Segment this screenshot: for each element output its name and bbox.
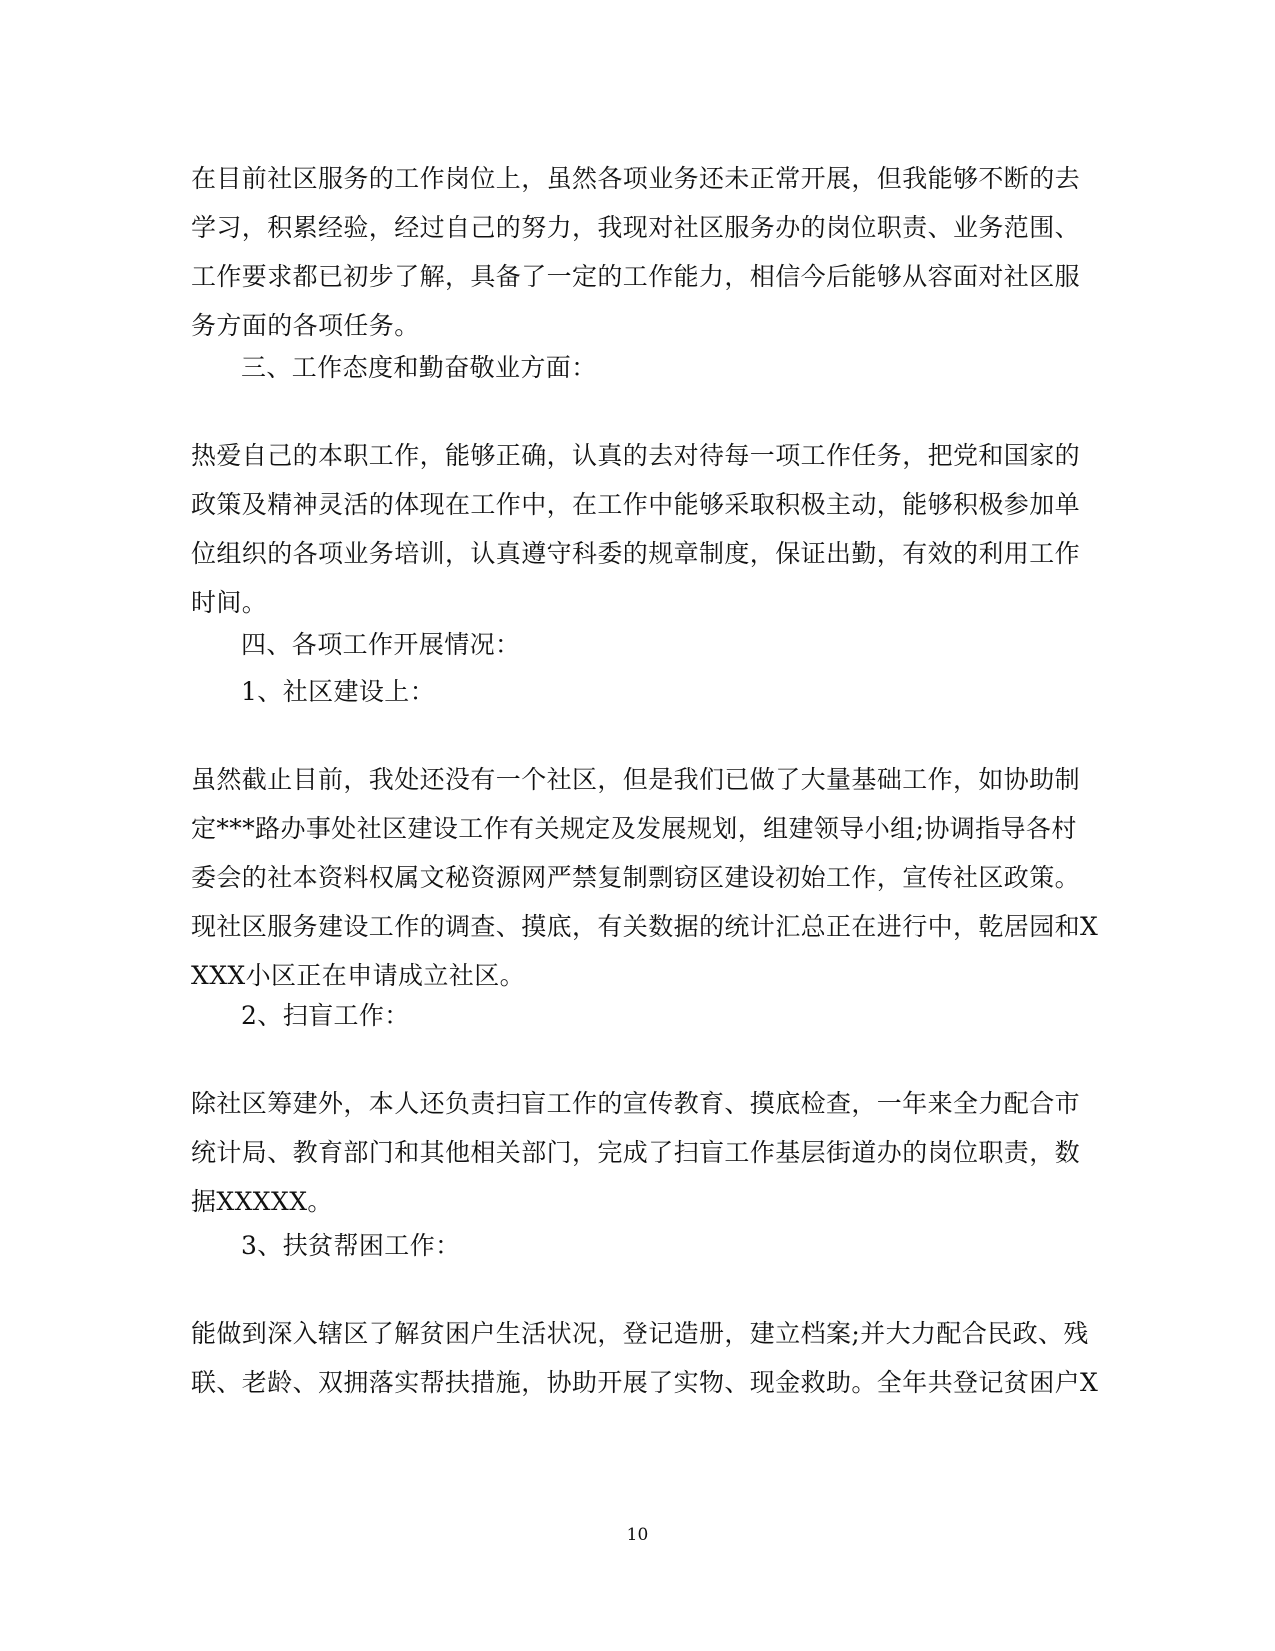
section-heading-4: 四、各项工作开展情况： <box>241 630 521 659</box>
paragraph-line: 统计局、教育部门和其他相关部门，完成了扫盲工作基层街道办的岗位职责，数 <box>191 1138 1081 1167</box>
paragraph-line: 现社区服务建设工作的调查、摸底，有关数据的统计汇总正在进行中，乾居园和X <box>191 912 1099 941</box>
paragraph-line: 热爱自己的本职工作，能够正确，认真的去对待每一项工作任务，把党和国家的 <box>191 441 1081 470</box>
subsection-heading-3: 3、扶贫帮困工作： <box>241 1231 461 1260</box>
paragraph-line: 定***路办事处社区建设工作有关规定及发展规划，组建领导小组;协调指导各村 <box>191 814 1077 843</box>
paragraph-line: 委会的社本资料权属文秘资源网严禁复制剽窃区建设初始工作，宣传社区政策。 <box>191 863 1081 892</box>
paragraph-line: XXX小区正在申请成立社区。 <box>191 961 525 990</box>
paragraph-line: 据XXXXX。 <box>191 1187 333 1216</box>
paragraph-line: 虽然截止目前，我处还没有一个社区，但是我们已做了大量基础工作，如协助制 <box>191 765 1081 794</box>
paragraph-line: 政策及精神灵活的体现在工作中，在工作中能够采取积极主动，能够积极参加单 <box>191 490 1081 519</box>
paragraph-line: 位组织的各项业务培训，认真遵守科委的规章制度，保证出勤，有效的利用工作 <box>191 539 1081 568</box>
paragraph-2 <box>191 431 1091 627</box>
paragraph-1 <box>191 154 1091 350</box>
paragraph-line: 工作要求都已初步了解，具备了一定的工作能力，相信今后能够从容面对社区服 <box>191 262 1081 291</box>
paragraph-line: 能做到深入辖区了解贫困户生活状况，登记造册，建立档案;并大力配合民政、残 <box>191 1319 1089 1348</box>
subsection-heading-1: 1、社区建设上： <box>241 677 436 706</box>
paragraph-line: 务方面的各项任务。 <box>191 311 420 340</box>
paragraph-line: 学习，积累经验，经过自己的努力，我现对社区服务办的岗位职责、业务范围、 <box>191 213 1081 242</box>
paragraph-line: 除社区筹建外，本人还负责扫盲工作的宣传教育、摸底检查，一年来全力配合市 <box>191 1089 1081 1118</box>
paragraph-line: 在目前社区服务的工作岗位上，虽然各项业务还未正常开展，但我能够不断的去 <box>191 164 1081 193</box>
paragraph-5 <box>191 1309 1099 1407</box>
paragraph-line: 时间。 <box>191 588 268 617</box>
paragraph-4 <box>191 1079 1091 1226</box>
page-number: 10 <box>626 1525 649 1545</box>
paragraph-3 <box>191 755 1099 1000</box>
subsection-heading-2: 2、扫盲工作： <box>241 1001 410 1030</box>
section-heading-3: 三、工作态度和勤奋敬业方面： <box>241 353 597 382</box>
paragraph-line: 联、老龄、双拥落实帮扶措施，协助开展了实物、现金救助。全年共登记贫困户X <box>191 1368 1099 1397</box>
